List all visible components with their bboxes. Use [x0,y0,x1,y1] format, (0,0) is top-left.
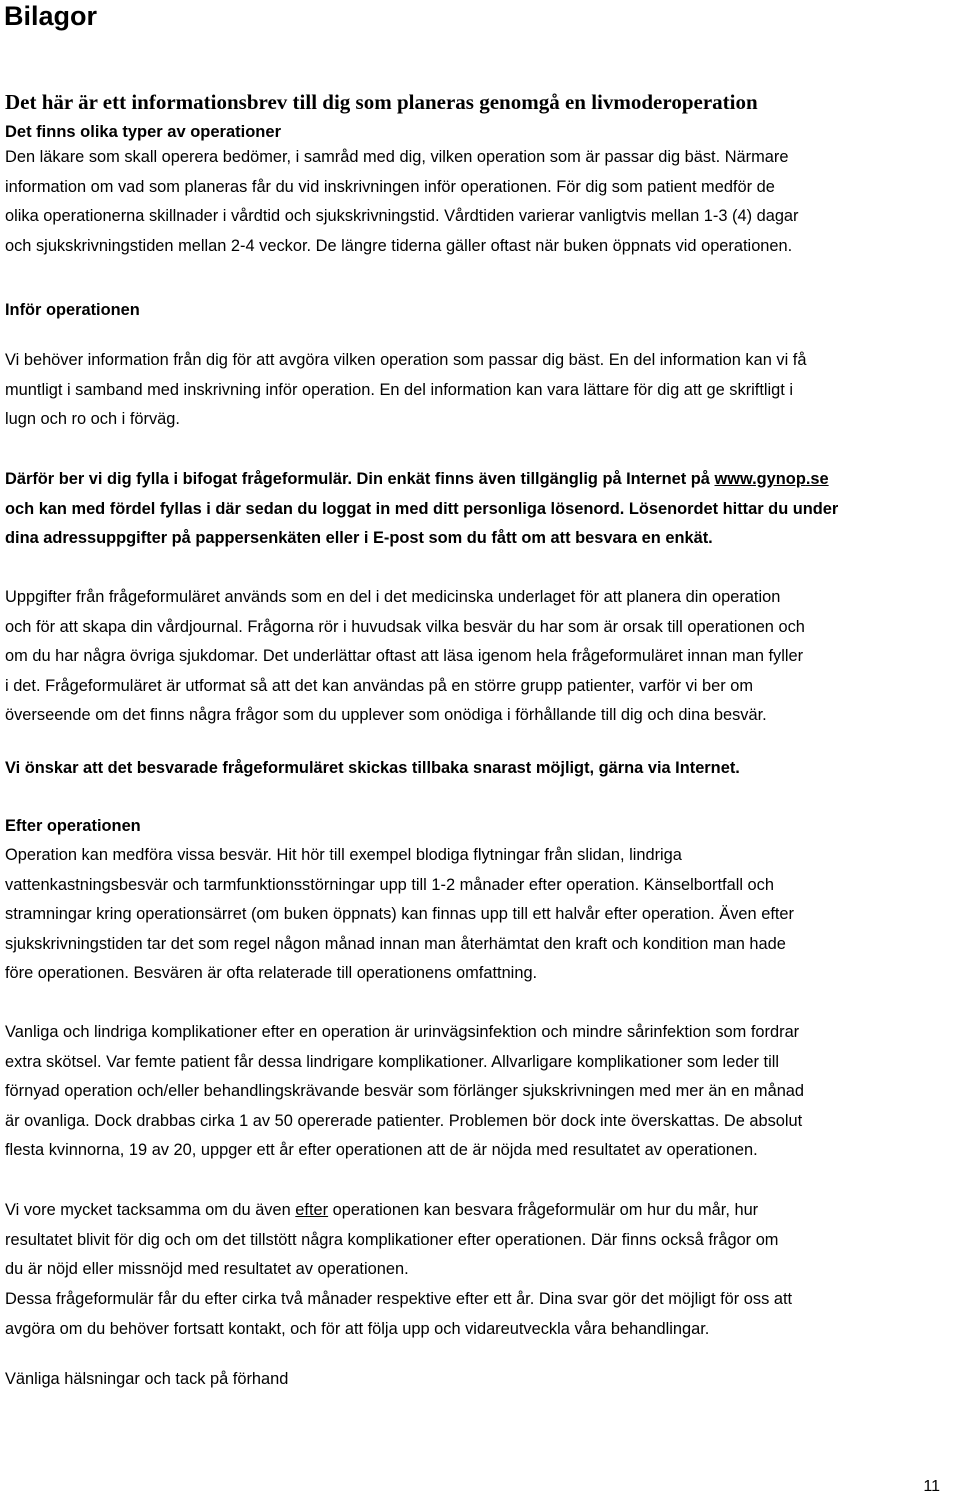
closing-greeting: Vänliga hälsningar och tack på förhand [5,1370,289,1388]
followup-line: du är nöjd eller missnöjd med resultatet av operationen. [5,1260,409,1278]
followup-line-1 [5,1196,955,1226]
section-title: Bilagor [4,1,98,31]
efter-operation-paragraph [5,841,955,989]
followup-text: operationen kan besvara frågeformulär om hur du mår, hur [328,1201,759,1219]
complications-line: flesta kvinnorna, 19 av 20, uppger ett år efter operationen att de är nöjda med resultatet av operationen. [5,1141,758,1159]
efter-operation-heading: Efter operationen [5,817,141,835]
complications-line: är ovanliga. Dock drabbas cirka 1 av 50 opererade patienter. Problemen bör dock inte överskattas. De absolut [5,1111,803,1130]
efter-line: stramningar kring operationsärret (om buken öppnats) kan finnas upp till ett halvår efter operation. Även efter [5,905,794,923]
efter-line: vattenkastningsbesvär och tarmfunktionsstörningar upp till 1-2 månader efter operation. Känselbortfall och [5,875,774,894]
questionnaire-line-3: dina adressuppgifter på pappersenkäten eller i E-post som du fått om att besvara en enkät. [5,529,713,547]
followup-text: Vi vore mycket tacksamma om du även [5,1201,296,1219]
schedule-line: avgöra om du behöver fortsatt kontakt, och för att följa upp och vidareutveckla våra behandlingar. [5,1319,710,1338]
questionnaire-usage-paragraph [5,583,955,731]
infor-operation-heading: Inför operationen [5,301,140,319]
usage-line: om du har några övriga sjukdomar. Det underlättar oftast att läsa igenom hela frågeformuläret innan man fyller [5,647,804,665]
complications-line: Vanliga och lindriga komplikationer efter en operation är urinvägsinfektion och mindre sårinfektion som fordrar [5,1023,800,1041]
efter-line: sjukskrivningstiden tar det som regel någon månad innan man återhämtat den kraft och kondition man hade [5,934,786,953]
questionnaire-text: Därför ber vi dig fylla i bifogat frågeformulär. Din enkät finns även tillgänglig på Internet på [5,470,715,488]
infor-line: Vi behöver information från dig för att avgöra vilken operation som passar dig bäst. En del information kan vi få [5,351,807,369]
letter-title: Det här är ett informationsbrev till dig som planeras genomgå en livmoderoperation [5,90,758,114]
usage-line: och för att skapa din vårdjournal. Frågorna rör i huvudsak vilka besvär du har som är orsak till operationen och [5,617,805,636]
followup-paragraph [5,1196,955,1285]
infor-operation-paragraph [5,346,955,435]
intro-paragraph [5,143,955,261]
intro-line: och sjukskrivningstiden mellan 2-4 veckor. De längre tiderna gäller oftast när buken öppnats vid operationen. [5,236,793,255]
intro-line: Den läkare som skall operera bedömer, i samråd med dig, vilken operation som är passar dig bäst. Närmare [5,148,789,166]
complications-line: extra skötsel. Var femte patient får dessa lindrigare komplikationer. Allvarligare komplikationer som leder till [5,1052,780,1071]
intro-line: olika operationerna skillnader i vårdtid och sjukskrivningstid. Vårdtiden varierar vanligtvis mellan 1-3 (4) dagar [5,207,799,225]
usage-line: i det. Frågeformuläret är utformat så att det kan användas på en större grupp patienter, varför vi ber om [5,676,753,695]
efter-line: Operation kan medföra vissa besvär. Hit hör till exempel blodiga flytningar från slidan, lindriga [5,846,682,864]
gynop-link-suffix[interactable]: .se [805,470,829,488]
intro-line: information om vad som planeras får du vid inskrivningen inför operationen. För dig som patient medför de [5,177,775,196]
infor-line: lugn och ro och i förväg. [5,410,180,428]
complications-paragraph [5,1018,955,1166]
infor-line: muntligt i samband med inskrivning inför operation. En del information kan vara lättare för dig att ge skriftligt i [5,380,794,399]
questionnaire-line-2: och kan med fördel fyllas i där sedan du loggat in med ditt personliga lösenord. Lösenordet hittar du under [5,499,839,518]
followup-line: resultatet blivit för dig och om det tillstött några komplikationer efter operationen. Där finns också frågor om [5,1230,779,1249]
schedule-line: Dessa frågeformulär får du efter cirka två månader respektive efter ett år. Dina svar gör det möjligt för oss att [5,1290,793,1308]
subheading-operation-types: Det finns olika typer av operationer [5,123,281,141]
followup-underlined-word: efter [295,1201,329,1219]
usage-line: överseende om det finns några frågor som du upplever som onödiga i förhållande till dig och dina besvär. [5,706,767,724]
questionnaire-line-1 [5,465,955,495]
return-request-statement: Vi önskar att det besvarade frågeformuläret skickas tillbaka snarast möjligt, gärna via Internet. [5,759,740,777]
efter-line: före operationen. Besvären är ofta relaterade till operationens omfattning. [5,964,538,982]
gynop-link[interactable]: www.gynop [714,470,806,488]
usage-line: Uppgifter från frågeformuläret används som en del i det medicinska underlaget för att planera din operation [5,588,781,606]
complications-line: förnyad operation och/eller behandlingskrävande besvär som förlänger sjukskrivningen med mer än en månad [5,1082,805,1100]
followup-schedule-paragraph [5,1285,955,1344]
page-number: 11 [923,1478,940,1495]
questionnaire-request-paragraph [5,465,955,554]
